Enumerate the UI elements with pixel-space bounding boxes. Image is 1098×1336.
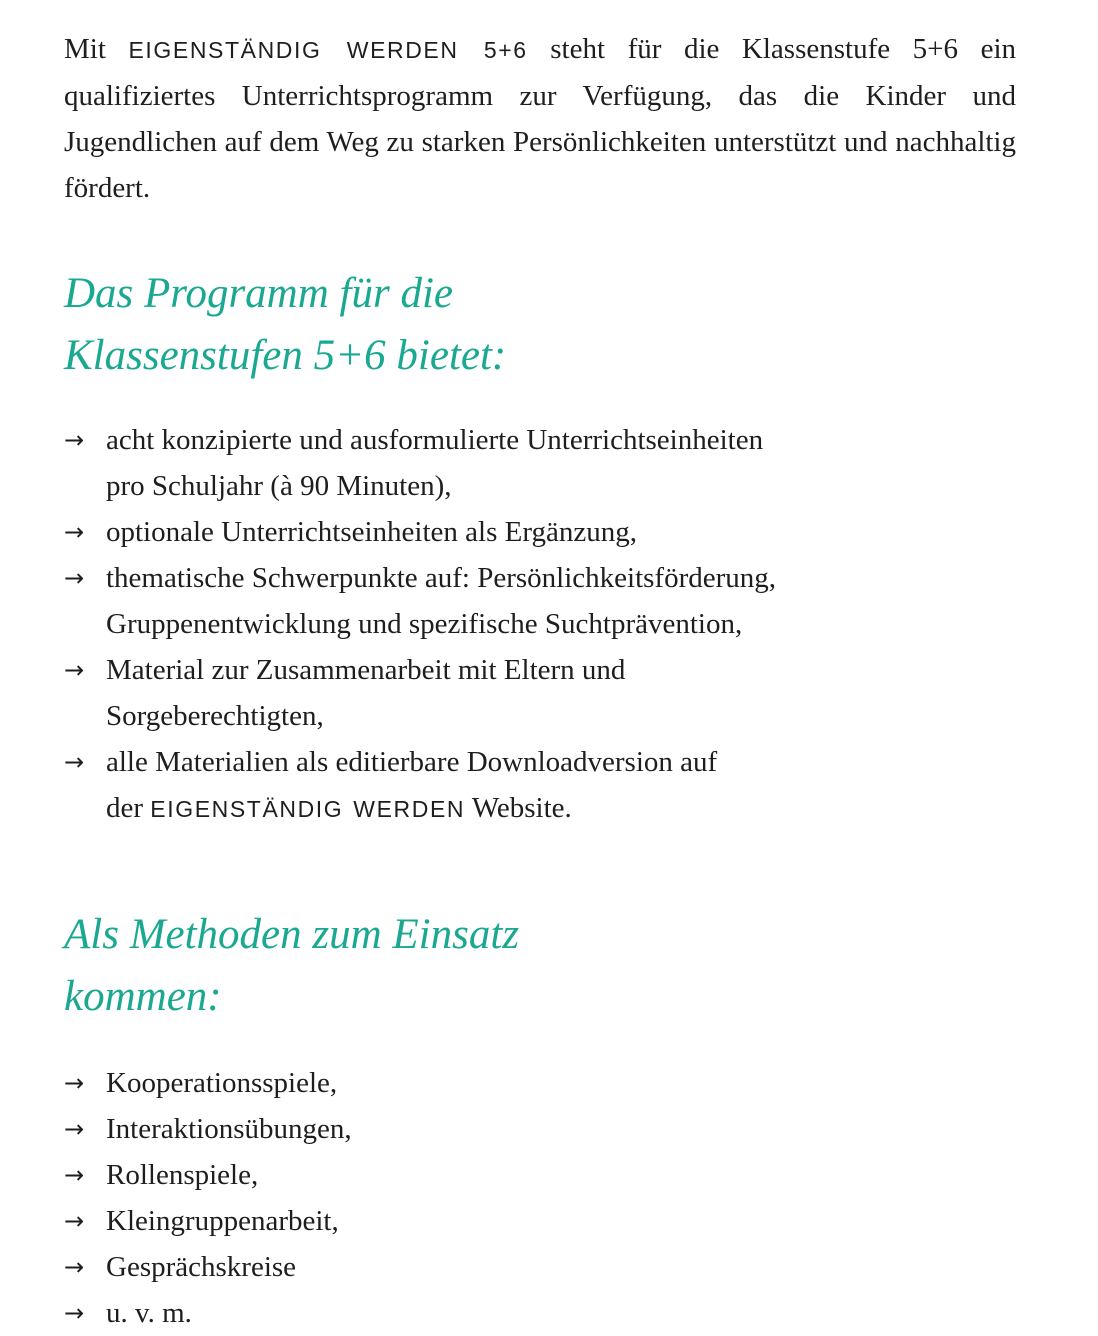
list-item — [64, 1244, 1016, 1290]
list-item-line: acht konzipierte und ausformulierte Unterrichtseinheiten — [106, 424, 764, 456]
list-item — [64, 1060, 1016, 1106]
brand-name: EIGENSTÄNDIG WERDEN 5+6 — [128, 37, 528, 63]
list-item-line: alle Materialien als editierbare Downloadversion auf — [106, 746, 718, 778]
list-item — [64, 647, 1016, 739]
arrow-right-icon: → — [64, 1069, 85, 1097]
list-item-line: pro Schuljahr (à 90 Minuten), — [106, 470, 452, 502]
list-item — [64, 555, 1016, 647]
list-item — [64, 1290, 1016, 1336]
intro-prefix: Mit — [64, 33, 129, 65]
list-item-line: Interaktionsübungen, — [106, 1113, 352, 1145]
list-item-line: Material zur Zusammenarbeit mit Eltern und — [106, 654, 626, 686]
arrow-right-icon: → — [64, 1253, 85, 1281]
list-item — [64, 509, 1016, 555]
list-item-line: thematische Schwerpunkte auf: Persönlichkeitsförderung, — [106, 562, 777, 594]
section-heading-methods — [64, 904, 1016, 1028]
arrow-right-icon: → — [64, 518, 85, 546]
intro-text: steht für die Klassenstufe 5+6 ein qualifiziertes Unterrichtsprogramm zur Verfügung, das die Kinder und Jugendlichen auf dem Weg zu starken Persönlichkeiten unterstützt und nachhaltig fördert. — [64, 33, 1017, 204]
arrow-right-icon: → — [64, 1161, 85, 1189]
list-item-line: optionale Unterrichtseinheiten als Ergänzung, — [106, 516, 637, 548]
list-item-line: Gesprächskreise — [106, 1251, 297, 1283]
arrow-right-icon: → — [64, 564, 85, 592]
list-item-line: Kooperationsspiele, — [106, 1067, 338, 1099]
arrow-right-icon: → — [64, 1207, 85, 1235]
list-item-line: u. v. m. — [106, 1297, 192, 1329]
intro-paragraph — [64, 26, 1016, 211]
section-heading-offer — [64, 263, 1016, 387]
heading-line: Als Methoden zum Einsatz — [64, 911, 520, 958]
arrow-right-icon: → — [64, 656, 85, 684]
document-page — [64, 26, 1016, 1336]
arrow-right-icon: → — [64, 1299, 85, 1327]
list-item — [64, 417, 1016, 509]
heading-line: Klassenstufen 5+6 bietet: — [64, 332, 507, 379]
arrow-right-icon: → — [64, 748, 85, 776]
list-item — [64, 1198, 1016, 1244]
heading-line: Das Programm für die — [64, 270, 453, 317]
heading-line: kommen: — [64, 973, 222, 1020]
list-item-line: Kleingruppenarbeit, — [106, 1205, 339, 1237]
list-item-line: Gruppenentwicklung und spezifische Suchtprävention, — [106, 608, 743, 640]
methods-list — [64, 1060, 1016, 1336]
arrow-right-icon: → — [64, 426, 85, 454]
list-item-line — [106, 785, 1016, 832]
arrow-right-icon: → — [64, 1115, 85, 1143]
list-item-line: Rollenspiele, — [106, 1159, 259, 1191]
list-item — [64, 739, 1016, 832]
brand-name: EIGENSTÄNDIG WERDEN — [150, 796, 466, 822]
list-item — [64, 1152, 1016, 1198]
list-item-line: Sorgeberechtigten, — [106, 700, 324, 732]
offer-list — [64, 417, 1016, 832]
list-item-suffix: Website. — [465, 792, 572, 824]
list-item — [64, 1106, 1016, 1152]
list-item-prefix: der — [106, 792, 151, 824]
